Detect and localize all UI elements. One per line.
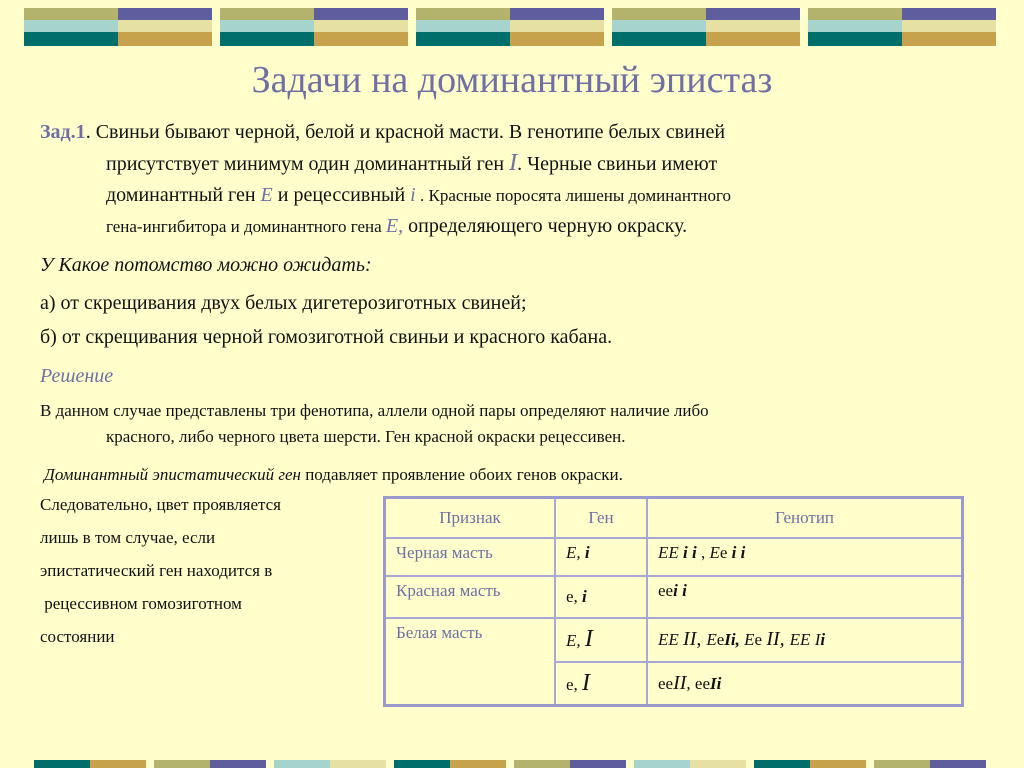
problem-label: Зад.1	[40, 121, 86, 143]
genotype-part: ,	[696, 542, 710, 562]
genotype-cell	[647, 618, 963, 662]
side-text-line: эпистатический ген находится в	[40, 561, 273, 580]
genotype-part: EE	[658, 542, 684, 562]
problem-line	[40, 180, 980, 211]
problem-line-text: присутствует минимум один доминантный ген	[106, 153, 510, 175]
option-b: б) от скрещивания черной гомозиготной свиньи и красного кабана.	[40, 326, 613, 348]
table-row	[385, 618, 963, 662]
gene-value: e,	[566, 674, 583, 694]
footer-decor-bar	[754, 760, 810, 768]
header-decor-tile	[24, 8, 212, 46]
trait-cell: Красная масть	[385, 576, 556, 618]
trait-cell: Белая масть	[385, 618, 556, 706]
gene-value: i	[582, 586, 587, 606]
dominant-line-text: подавляет проявление обоих генов окраски.	[300, 465, 623, 484]
gene-value: i	[584, 542, 590, 562]
problem-line-text: доминантный ген	[106, 184, 261, 206]
genotype-part: Ii,	[724, 630, 745, 649]
genotype-part: EE	[789, 630, 815, 649]
gene-value: I	[582, 669, 591, 696]
genotype-part: i i	[673, 580, 687, 600]
footer-decor-bar	[210, 760, 266, 768]
table-row	[385, 538, 963, 576]
gene-cell	[555, 576, 647, 618]
footer-decor-bar	[330, 760, 386, 768]
footer-decor-bar	[90, 760, 146, 768]
solution-label: Решение	[40, 365, 114, 387]
problem-line	[40, 211, 980, 242]
problem-line-text: . Красные поросята лишены доминантного	[415, 186, 732, 205]
genotype-part: II	[673, 671, 687, 694]
header-decor-tile	[612, 8, 800, 46]
page-title: Задачи на доминантный эпистаз	[251, 59, 773, 101]
option-a: а) от скрещивания двух белых дигетерозиготных свиней;	[40, 292, 527, 314]
genotype-part: Ii	[710, 673, 722, 693]
trait-cell: Черная масть	[385, 538, 556, 576]
footer-decor-bar	[570, 760, 626, 768]
genotype-part: e	[719, 542, 732, 562]
genotype-part: , ee	[686, 673, 711, 693]
side-text-line: Следовательно, цвет проявляется	[40, 495, 282, 514]
genotype-part: E	[706, 630, 717, 649]
genotype-part: ee	[658, 580, 674, 600]
solution-text	[40, 398, 980, 450]
footer-decor-bar	[810, 760, 866, 768]
genotype-cell	[647, 576, 963, 618]
gene-value: e,	[566, 586, 583, 606]
genotype-part: I	[814, 630, 821, 649]
gene-value: E,	[566, 542, 585, 562]
genotype-part: ee	[658, 673, 674, 693]
genotype-part: e	[754, 630, 767, 649]
genotype-cell	[647, 538, 963, 576]
genotype-part: e	[716, 630, 725, 649]
gene-value: E,	[566, 631, 585, 650]
table-header-row	[385, 498, 963, 538]
dominant-term: Доминантный эпистатический ген	[44, 465, 301, 484]
problem-line-text: и рецессивный	[272, 184, 411, 206]
footer-decor-bar	[154, 760, 210, 768]
problem-line-text: определяющего черную окраску.	[403, 215, 688, 237]
side-text-line: рецессивном гомозиготном	[40, 594, 242, 613]
dominant-line	[44, 459, 984, 490]
footer-decor-bar	[874, 760, 930, 768]
gene-symbol: E,	[385, 215, 404, 237]
header-decor-tile	[220, 8, 408, 46]
problem-line-text: гена-ингибитора и доминантного гена	[106, 217, 386, 236]
footer-decor-bar	[634, 760, 690, 768]
footer-decor-bar	[274, 760, 330, 768]
genotype-cell	[647, 662, 963, 706]
gene-cell	[555, 618, 647, 662]
genotype-table	[383, 496, 964, 707]
table-row	[385, 576, 963, 618]
genotype-part: II,	[683, 628, 707, 650]
solution-line: красного, либо черного цвета шерсти. Ген красной окраски рецессивен.	[106, 427, 626, 446]
gene-symbol: i	[410, 184, 416, 206]
genotype-part: E	[744, 630, 755, 649]
footer-decor-bar	[450, 760, 506, 768]
header-trait: Признак	[385, 498, 556, 538]
side-text-line: состоянии	[40, 627, 115, 646]
genotype-part: E	[709, 542, 720, 562]
problem-text	[40, 117, 980, 242]
genotype-part: i i	[731, 542, 746, 562]
footer-decor-bar	[394, 760, 450, 768]
gene-symbol: I	[509, 150, 518, 176]
header-decor-tile	[416, 8, 604, 46]
problem-line-text: . Черные свиньи имеют	[517, 153, 718, 175]
genotype-part: II,	[766, 628, 790, 650]
header-decor-tile	[808, 8, 996, 46]
gene-symbol: E	[260, 184, 273, 206]
genotype-part: EE	[658, 630, 684, 649]
gene-cell	[555, 538, 647, 576]
genotype-part: i	[820, 630, 826, 649]
gene-value: I	[584, 626, 593, 652]
solution-line: В данном случае представлены три фенотипа, аллели одной пары определяют наличие либо	[40, 401, 709, 420]
footer-decor-bar	[690, 760, 746, 768]
side-text-line: лишь в том случае, если	[40, 528, 216, 547]
problem-line	[40, 148, 980, 180]
header-gene: Ген	[555, 498, 647, 538]
footer-decor-bar	[514, 760, 570, 768]
question-text: У Какое потомство можно ожидать:	[40, 254, 372, 276]
genotype-part: i i	[683, 542, 697, 562]
problem-line-text: . Свиньи бывают черной, белой и красной масти. В генотипе белых свиней	[85, 121, 726, 143]
footer-decor-bar	[34, 760, 90, 768]
footer-decor-bar	[930, 760, 986, 768]
header-genotype: Генотип	[647, 498, 963, 538]
gene-cell	[555, 662, 647, 706]
problem-line	[40, 117, 980, 148]
